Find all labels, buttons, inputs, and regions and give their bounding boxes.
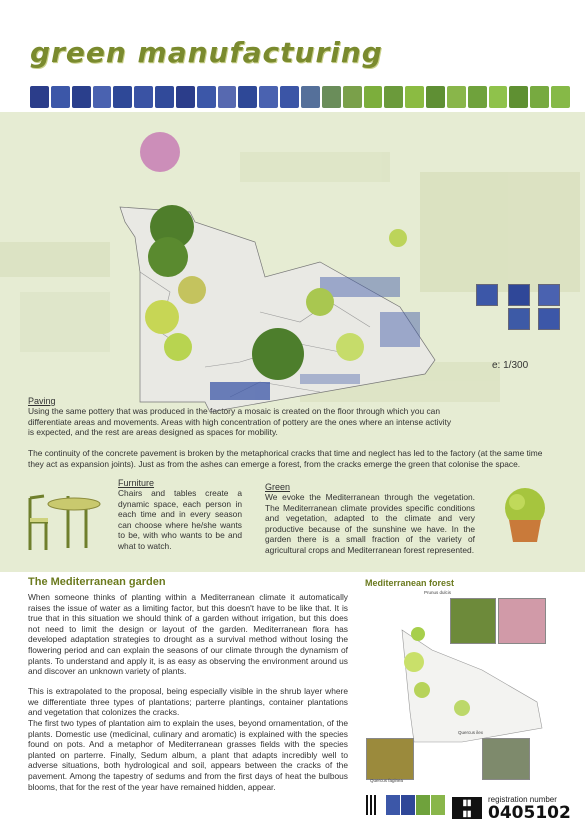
pottery-samples xyxy=(476,284,560,344)
pottery-tile xyxy=(218,86,237,108)
pottery-tile xyxy=(447,86,466,108)
scale-label: e: 1/300 xyxy=(492,360,529,371)
garden-paragraph-2: This is extrapolated to the proposal, being especially visible in the shrub layer where we differentiate three types of plantations; parterre plantings, container plantations and vegetation that colonizes the cracks. xyxy=(28,686,348,718)
registration-label: registration number xyxy=(488,795,557,804)
species-label: Quercus ilex xyxy=(458,730,484,735)
pottery-tile xyxy=(551,86,570,108)
garden-paragraph-1: When someone thinks of planting within a Mediterranean climate it automatically raises the issue of water as a limiting factor, but this doesn't have to be like that. It is true that in this situation we should think of a garden without irrigation, but this does not need to limit the design or layout of the garden. Mediterranean flora has developed adaptation strategies to drought as a survival method without losing the flowering period and can explain the seasons of our climate through the dynamism of plants. To understand and apply it, is as easy as observing the environment around us and discover an unknown variety of plants. xyxy=(28,592,348,677)
pottery-tile xyxy=(197,86,216,108)
paving-paragraph-2: The continuity of the concrete pavement is broken by the metaphorical cracks that time and neglect has led to the factory (at the same time they act as expansion joints). Just as from the ashes can emerge a forest, from the cracks emerge the green that colonise the space. xyxy=(28,448,543,469)
pottery-tile xyxy=(476,284,498,306)
pottery-tile xyxy=(238,86,257,108)
pottery-tile xyxy=(538,284,560,306)
pottery-tile xyxy=(468,86,487,108)
tree-canopy xyxy=(164,333,192,361)
photo-leaves xyxy=(482,738,530,780)
furniture-text: Chairs and tables create a dynamic space, each person in each time and in every season can choose where he/she wants to be, with who wants to be and what to watch. xyxy=(118,488,242,551)
pottery-tile xyxy=(72,86,91,108)
pottery-tile xyxy=(301,86,320,108)
garden-paragraph-3: The first two types of plantation aim to explain the uses, beyond ornamentation, of the plants. Domestic use (medicinal, culinary and aromatic) is explained with the species found on pots. And a metaphor of Mediterranean grasses fields with the species planted on parterre. Finally, Sedum album, a plant that adapts incredibly well to adverse situations, both hydrological and soil, appears between the cracks of the pavement. Among the tapestry of sedums and from the first days of heat the bulbous blooms, that for the rest of the year have remained hidden, appear. xyxy=(28,718,348,792)
pottery-tile xyxy=(509,86,528,108)
pottery-tile xyxy=(93,86,112,108)
pottery-tile xyxy=(343,86,362,108)
species-label: Quercus faginea xyxy=(370,778,404,783)
species-label: Prunus dulcis xyxy=(424,590,452,595)
tree-canopy xyxy=(389,229,407,247)
page-title: green manufacturing xyxy=(30,36,383,69)
green-heading: Green xyxy=(265,482,291,492)
forest-heading: Mediterranean forest xyxy=(365,578,455,588)
registration-number: 0405102 xyxy=(488,803,571,823)
garden-heading: The Mediterranean garden xyxy=(28,576,166,588)
paving-heading: Paving xyxy=(28,396,56,406)
photo-oak xyxy=(366,738,414,780)
pottery-tile xyxy=(259,86,278,108)
furniture-heading: Furniture xyxy=(118,478,155,488)
green-text: We evoke the Mediterranean through the vegetation. The Mediterranean climate provides specific conditions and vegetation, adapted to the climate and very productive because of the sunshine we have. In the garden there is a small fraction of the variety of agricultural crops and Mediterranean forest represented. xyxy=(265,492,475,555)
photo-blossom xyxy=(498,598,546,644)
pottery-tile xyxy=(322,86,341,108)
pottery-tile xyxy=(538,308,560,330)
pottery-tile xyxy=(426,86,445,108)
pottery-tile xyxy=(51,86,70,108)
pottery-tile xyxy=(364,86,383,108)
pottery-tile xyxy=(155,86,174,108)
potted-plant-illustration xyxy=(495,486,555,546)
pottery-tile xyxy=(176,86,195,108)
pottery-tile xyxy=(508,308,530,330)
pottery-tile xyxy=(405,86,424,108)
tree-canopy xyxy=(148,237,188,277)
mini-tiles xyxy=(386,795,446,819)
barcode-left xyxy=(366,795,378,819)
pottery-tile-strip xyxy=(30,86,570,108)
photo-almond xyxy=(450,598,496,644)
tree-canopy xyxy=(252,328,304,380)
tree-canopy xyxy=(178,276,206,304)
pottery-tile xyxy=(113,86,132,108)
pottery-tile xyxy=(489,86,508,108)
pottery-tile xyxy=(134,86,153,108)
pottery-tile xyxy=(530,86,549,108)
forest-diagram xyxy=(362,592,562,782)
pottery-tile xyxy=(280,86,299,108)
registration-box xyxy=(452,795,574,821)
paving-paragraph-1: Using the same pottery that was produced in the factory a mosaic is created on the floor through which you can differentiate areas and movements. Areas with high concentration of pottery are the ones where an intense activity is expected, and the rest are areas designed as spaces for mobility. xyxy=(28,406,452,438)
tree-canopy xyxy=(336,333,364,361)
pottery-tile xyxy=(384,86,403,108)
tree-canopy xyxy=(145,300,179,334)
chairs-table-illustration xyxy=(24,478,106,556)
logo: ▮▮ ▮▮ xyxy=(452,797,482,819)
tree-canopy-pink xyxy=(140,132,180,172)
pottery-tile xyxy=(508,284,530,306)
pottery-tile xyxy=(30,86,49,108)
tree-canopy xyxy=(306,288,334,316)
